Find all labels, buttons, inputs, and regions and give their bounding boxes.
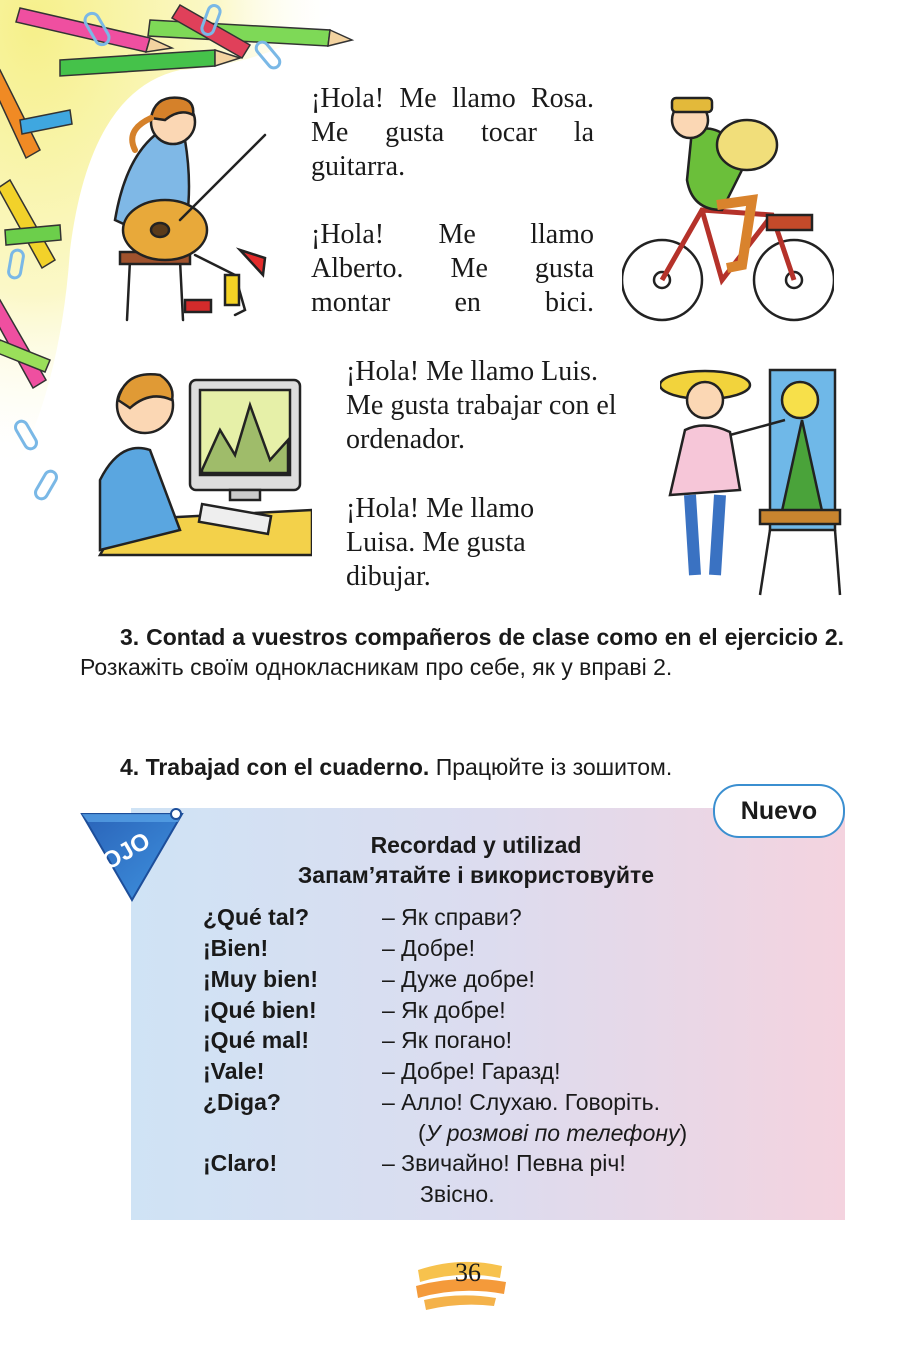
phrase-es: ¿Diga? [203, 1089, 281, 1115]
exercise-4-translation: Працюйте із зошитом. [429, 754, 673, 780]
ojo-badge [78, 808, 198, 908]
phrase-uk: – Як справи? [382, 904, 522, 930]
exercise-3-translation: Розкажіть своїм однокласникам про себе, як у вправі 2. [80, 654, 673, 680]
box-title-es: Recordad y utilizad [370, 832, 582, 858]
phrase-uk: – Звичайно! Певна річ! [382, 1150, 626, 1176]
alberto-intro: ¡Hola! Me llamo Alberto. Me gusta montar en bici. [311, 219, 594, 318]
phrase-es: ¡Claro! [203, 1150, 278, 1176]
exercise-3 [80, 622, 844, 682]
exercise-4-title: 4. Trabajad con el cuaderno. [120, 754, 430, 780]
box-title-uk: Запам’ятайте і використовуйте [297, 862, 655, 888]
phrase-es: ¡Vale! [203, 1058, 265, 1084]
phrase-uk: – Як добре! [382, 997, 506, 1023]
girl-guitar-illustration [85, 80, 285, 325]
rosa-intro: ¡Hola! Me llamo Rosa. Me gusta tocar la guitarra. [311, 83, 594, 182]
phrase-note-text: У розмові по телефону [425, 1120, 680, 1146]
boy-computer-illustration [80, 360, 312, 560]
phrase-es: ¿Qué tal? [203, 904, 310, 930]
phrase-es: ¡Bien! [203, 935, 269, 961]
phrase-note: (У розмові по телефону) [418, 1120, 688, 1146]
phrase-uk: – Добре! Гаразд! [382, 1058, 561, 1084]
boy-bicycle-illustration [622, 90, 834, 330]
page-number: 36 [455, 1258, 481, 1287]
girl-painting-illustration [660, 360, 845, 600]
phrase-uk: – Дуже добре! [382, 966, 535, 992]
luisa-intro: ¡Hola! Me llamo Luisa. Me gusta dibujar. [346, 493, 535, 592]
phrase-uk: – Добре! [382, 935, 475, 961]
phrase-extra: Звісно. [420, 1181, 495, 1207]
phrase-es: ¡Qué bien! [203, 997, 317, 1023]
phrase-es: ¡Qué mal! [203, 1027, 310, 1053]
nuevo-badge: Nuevo [713, 784, 845, 838]
ojo-label: OJO [97, 827, 155, 876]
luis-intro: ¡Hola! Me llamo Luis. Me gusta trabajar con el ordenador. [346, 356, 617, 455]
exercise-3-title: 3. Contad a vuestros compañeros de clase como en el ejercicio 2. [120, 624, 844, 650]
phrase-es: ¡Muy bien! [203, 966, 318, 992]
exercise-4 [120, 752, 844, 782]
phrase-uk: – Як погано! [382, 1027, 513, 1053]
phrase-uk: – Алло! Слухаю. Говоріть. [382, 1089, 661, 1115]
